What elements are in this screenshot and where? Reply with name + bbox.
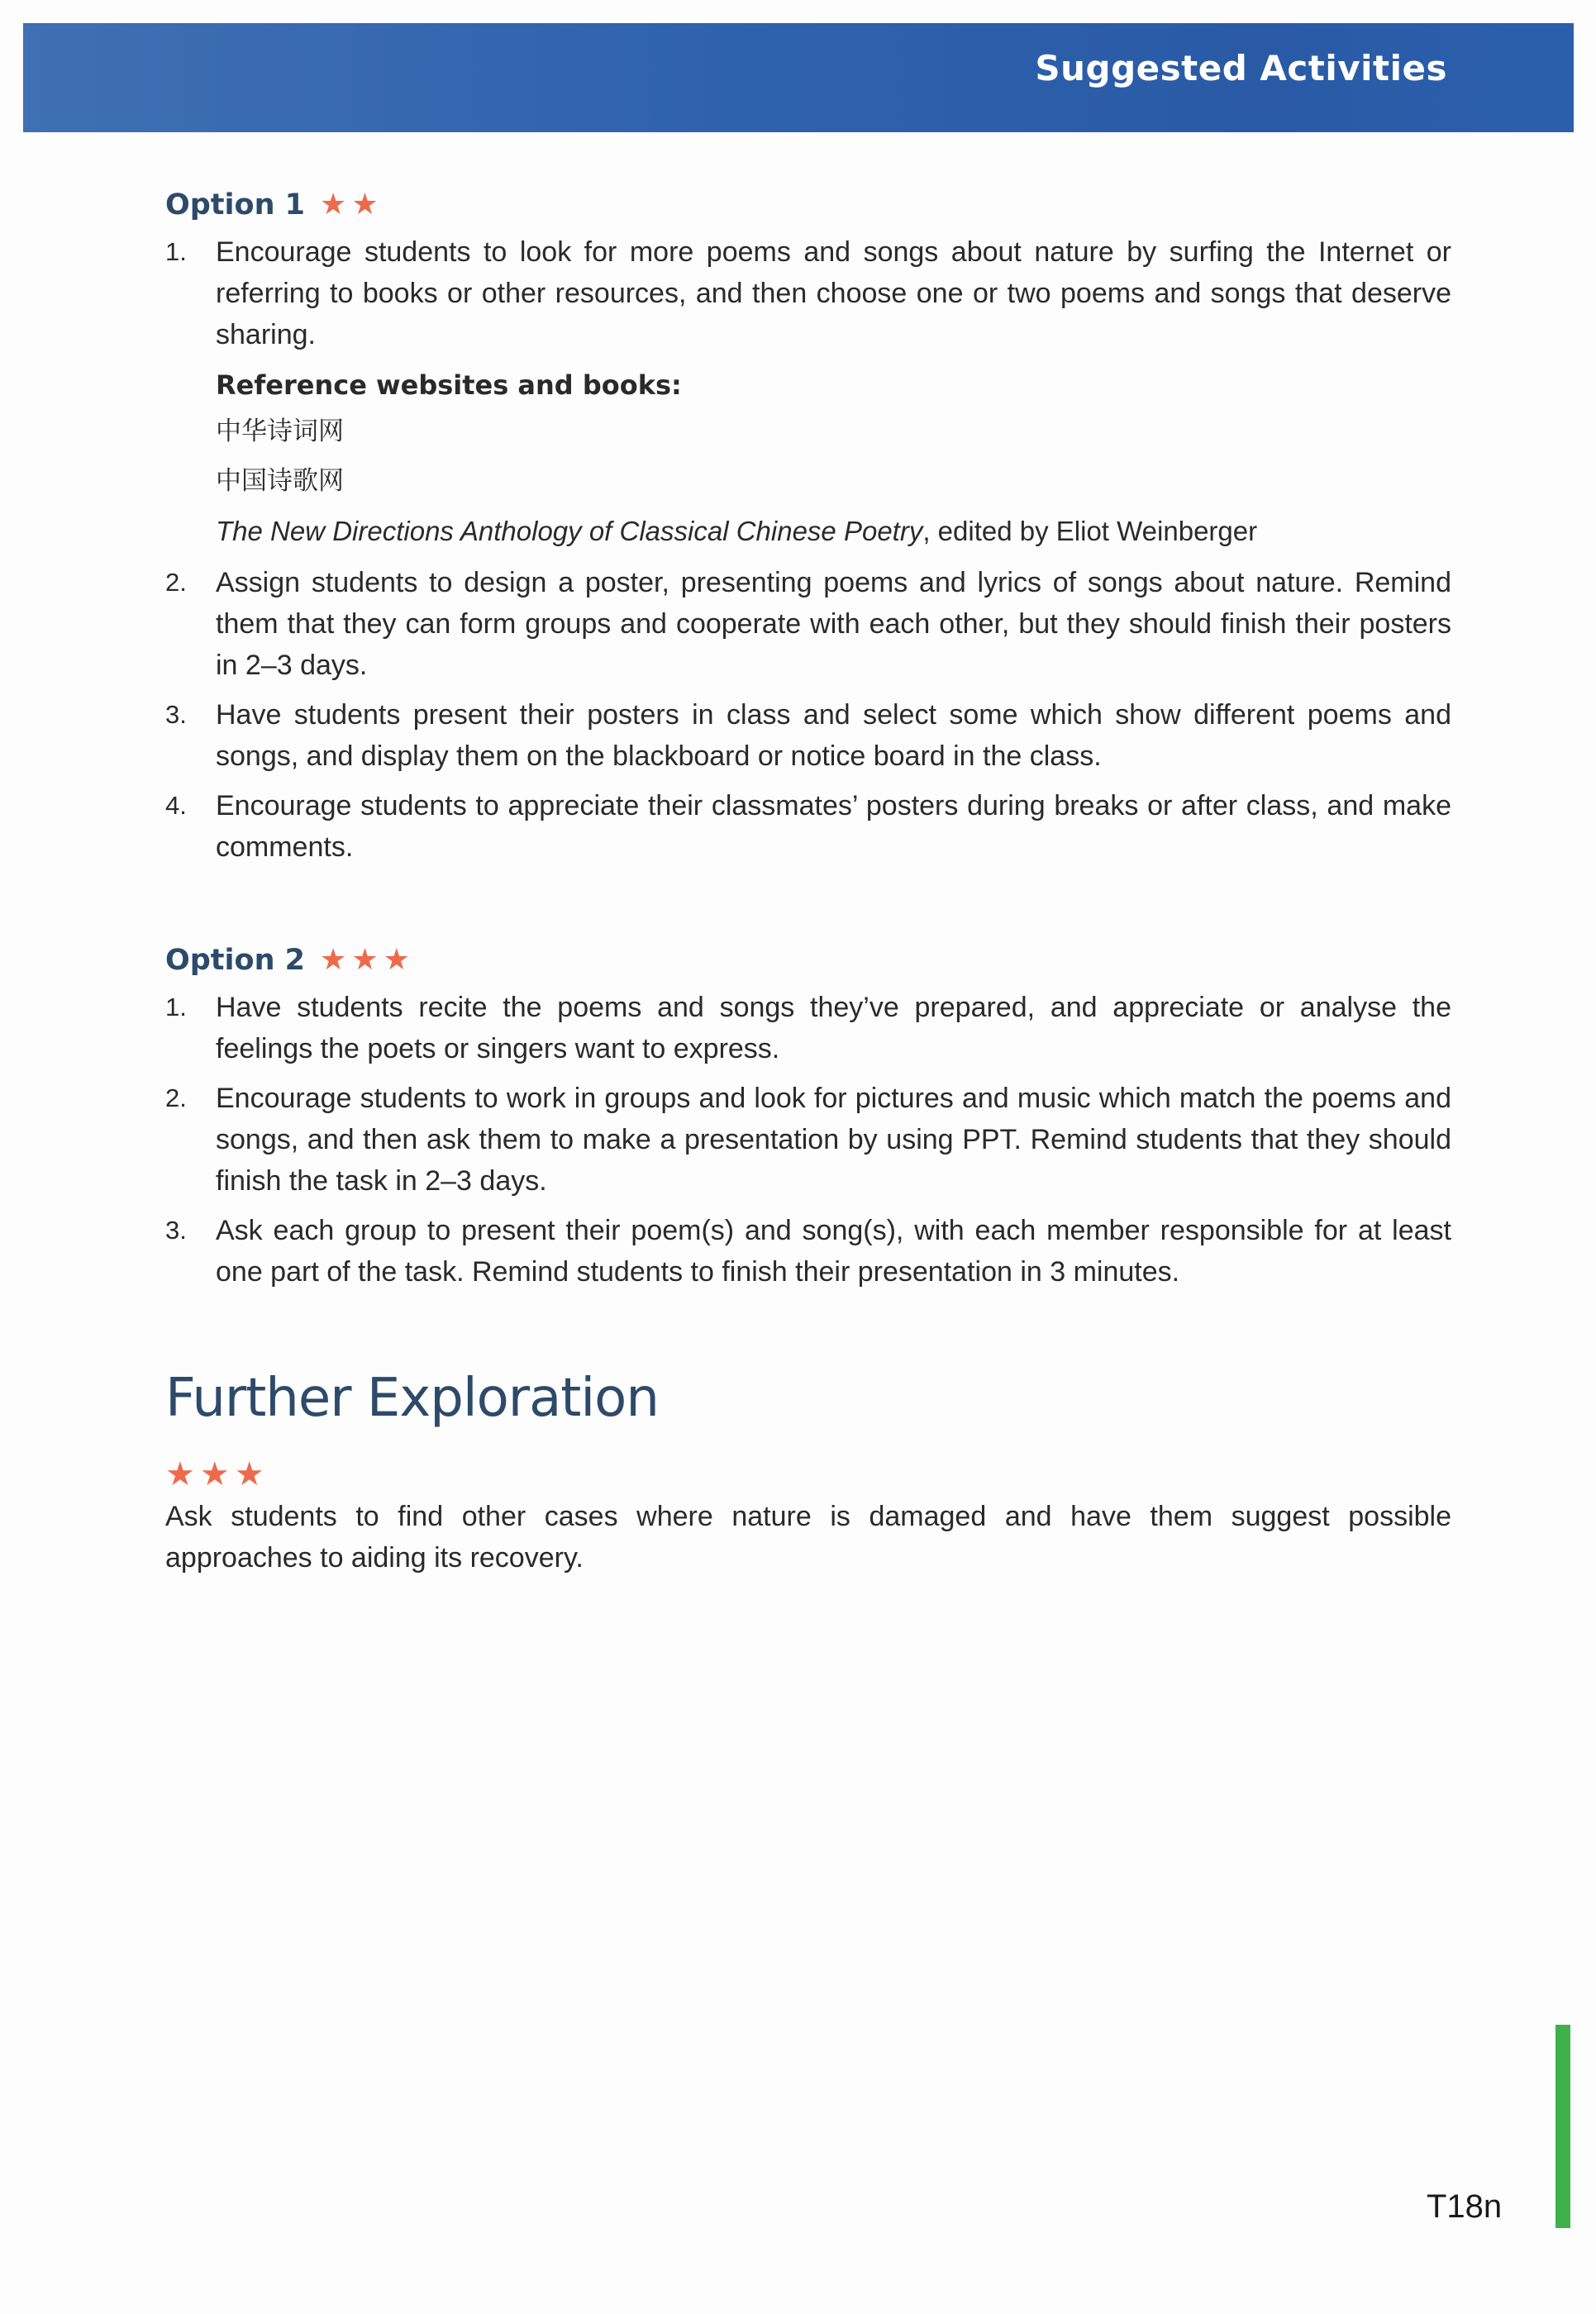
list-item [165,694,1451,777]
further-exploration-section [165,1365,1451,1578]
option-2-heading [165,940,1451,980]
option-1-heading [165,185,1451,225]
item-number: 3. [165,700,187,729]
difficulty-stars-icon: ★★★ [165,1456,269,1493]
item-text: Encourage students to look for more poems and songs about nature by surfing the Internet or referring to books or other resources, and then choose one or two poems and songs that deserve sharing. [216,236,1451,350]
item-text: Have students recite the poems and songs they’ve prepared, and appreciate or analyse the feelings the poets or singers want to express. [216,992,1451,1064]
page-number: T18n [1427,2188,1503,2225]
section-spacer [165,876,1451,940]
item-number: 2. [165,568,187,597]
item-number: 2. [165,1083,187,1112]
list-item [165,1210,1451,1293]
reference-website: 中国诗歌网 [216,466,344,496]
option-2-section [165,940,1451,1293]
list-item [165,562,1451,686]
difficulty-stars-icon: ★★ [320,188,384,221]
option-1-section [165,185,1451,868]
book-title: The New Directions Anthology of Classical Chinese Poetry [216,516,923,546]
option-2-list [165,987,1451,1293]
item-number: 4. [165,791,187,820]
item-text: Encourage students to appreciate their classmates’ posters during breaks or after class, and make comments. [216,790,1451,863]
item-text: Have students present their posters in class and select some which show different poems and songs, and display them on the blackboard or notice board in the class. [216,699,1451,772]
item-number: 3. [165,1216,187,1245]
list-item [165,785,1451,868]
option-1-label: Option 1 [165,188,306,221]
item-text: Encourage students to work in groups and look for pictures and music which match the poems and songs, and then ask them to make a presentation by using PPT. Remind students that they should finish the task in 2–3 days. [216,1083,1451,1197]
reference-block [216,364,1451,554]
main-content [165,185,1451,1578]
list-item [165,231,1451,554]
item-text: Ask each group to present their poem(s) and song(s), with each member responsible for at least one part of the task. Remind students to finish their presentation in 3 minutes. [216,1215,1451,1288]
difficulty-stars-icon: ★★★ [320,943,415,977]
item-number: 1. [165,237,187,266]
list-item [165,1078,1451,1202]
reference-website: 中华诗词网 [216,417,344,446]
further-exploration-title: Further Exploration [165,1368,659,1429]
chapter-tab-marker [1556,2025,1570,2228]
book-editor: , edited by Eliot Weinberger [922,516,1258,546]
option-1-list [165,231,1451,868]
section-spacer [165,1301,1451,1365]
further-exploration-text: Ask students to find other cases where nature is damaged and have them suggest possible approaches to aiding its recovery. [165,1501,1451,1574]
list-item [165,987,1451,1069]
item-text: Assign students to design a poster, presenting poems and lyrics of songs about nature. Remind them that they can form groups and cooperate with each other, but they should finish their posters in 2–3 days. [216,567,1451,681]
header-title: Suggested Activities [1035,48,1447,88]
option-2-label: Option 2 [165,944,306,977]
reference-book [216,509,1451,554]
reference-heading: Reference websites and books: [216,369,682,401]
item-number: 1. [165,993,187,1021]
